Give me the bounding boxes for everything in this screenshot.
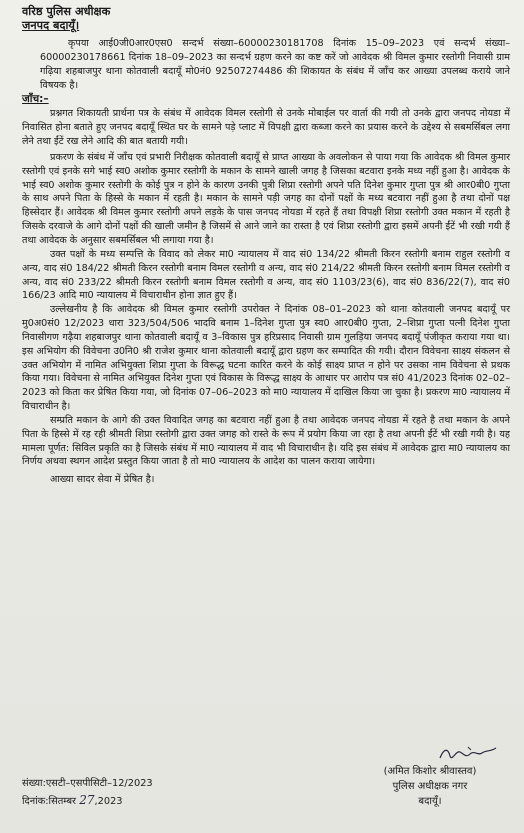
signature-icon [438,744,498,764]
dispatch-date [22,792,153,810]
letter-footer [22,750,510,830]
handwritten-day: 27 [79,793,95,807]
reference-paragraph: कृपया आई0जी0आर0एस0 सन्दर्भ संख्या–60000230181708 दिनांक 15–09–2023 एवं सन्दर्भ संख्या–60000230178661 दिनांक 18–09–2023 का सन्दर्भ ग्रहण करने का कष्ट करें जो आवेदक श्री विमल कुमार रस्तोगी निवासी ग्राम गढ़िया शहबाजपुर थाना कोतवाली बदायूँ मो0नं0 92507274486 की शिकायत के संबंध में जाँच कर आख्या उपलब्ध कराये जाने विषयक है। [40,38,510,91]
officer-name: (अमित किशोर श्रीवास्तव) [383,766,477,777]
inquiry-heading: जाँच:– [22,93,49,106]
dispatch-block [22,776,153,810]
addressee [22,5,510,33]
body-paragraph-2: प्रकरण के संबंध में जाँच एवं प्रभारी निरीक्षक कोतवाली बदायूँ से प्राप्त आख्या के अवलोकन से पाया गया कि आवेदक श्री विमल कुमार रस्तोगी एवं इनके सगे भाई स्व0 अशोक कुमार रस्तोगी के मकान के सामने खाली जगह है जिसका बटवारा इनके मध्य नहीं हुआ है। आवेदक के भाई स्व0 अशोक कुमार रस्तोगी के कोई पुत्र न होने के कारण उनकी पुत्री शिप्रा रस्तोगी अपने पति दिनेश कुमार गुप्ता पुत्र श्री आर0बी0 गुप्ता के साथ अपने पिता के हिस्से के मकान में रहती है। मकान के सामने पड़ी जगह का दोनों पक्षों के मध्य बटवारा नहीं हुआ है तथा दोनों पक्ष हिस्सेदार हैं। आवेदक श्री विमल कुमार रस्तोगी अपने लड़के के पास जनपद नोयडा में रहते हैं तथा विपक्षी शिप्रा रस्तोगी उक्त मकान में रहती है जिसके दरवाजे के आगे दोनों पक्षों की खाली जमीन है जिसमें से आने जाने का रास्ता है एवं शिप्रा रस्तोगी द्वारा इसमें अपनी ईंटें भी रखी गयी हैं तथा आवेदक के अनुसार सबमर्सिबल भी लगाया गया है। [22,151,510,246]
reference-number: संख्या:एसटी–एसपीसिटी–12/2023 [22,778,153,789]
closing-line: आख्या सादर सेवा में प्रेषित है। [50,474,155,486]
officer-place: बदायूँ। [418,796,442,807]
addressee-line-2: जनपद बदायूँ। [22,19,80,32]
body-paragraph-1: प्रश्नगत शिकायती प्रार्थना पत्र के संबंध में आवेदक विमल रस्तोगी से उनके मोबाईल पर वार्ता की गयी तो उनके द्वारा जनपद नोयडा में निवासित होना बताते हुए जनपद बदायूँ स्थित घर के सामने पड़े प्लाट में विपक्षी द्वारा कब्जा करने का प्रयास करने के उद्देश्य से सबमर्सिबल लगा लेने तथा ईंटें रख लेने आदि की बात बतायी गयी। [22,108,510,148]
body-paragraph-5: सम्प्रति मकान के आगे की उक्त विवादित जगह का बटवारा नहीं हुआ है तथा आवेदक जनपद नोयडा में रहते है तथा मकान के अपने पिता के हिस्से में रह रही श्रीमती शिप्रा रस्तोगी द्वारा उक्त जगह को रास्ते के रूप में प्रयोग किया जा रहा है तथा अपनी ईंटें भी रखी गयी है। यह मामला पूर्णत: सिविल प्रकृति का है जिसके संबंध में मा0 न्यायालय में वाद भी विचाराधीन है। यदि इस संबंध में आवेदक द्वारा मा0 न्यायालय का निर्णय अथवा स्थगन आदेश प्रस्तुत किया जाता है तो मा0 न्यायालय के आदेश का पालन कराया जायेगा। [22,414,510,468]
date-suffix: ,2023 [94,796,123,807]
addressee-line-1: वरिष्ठ पुलिस अधीक्षक [22,5,111,18]
officer-title: पुलिस अधीक्षक नगर [392,781,468,792]
body-paragraph-4: उल्लेखनीय है कि आवेदक श्री विमल कुमार रस्तोगी उपरोक्त ने दिनांक 08–01–2023 को थाना कोतवाली जनपद बदायूँ पर मु0अ0सं0 12/2023 धारा 323/504/506 भादवि बनाम 1–दिनेश गुप्ता पुत्र स्व0 आर0बी0 गुप्ता, 2–शिप्रा गुप्ता पत्नी दिनेश गुप्ता निवासीगण गढ़ैया शहबाजपुर थाना कोतवाली बदायूँ व 3–विकास पुत्र हरिप्रसाद निवासी ग्राम गुलड़िया जनपद बदायूँ पंजीकृत कराया गया था। इस अभियोग की विवेचना उ0नि0 श्री राजेश कुमार थाना कोतवाली बदायूँ द्वारा ग्रहण कर सम्पादित की गयी। दौरान विवेचना साक्ष्य संकलन से उक्त अभियोग में नामित अभियुक्ता शिप्रा गुप्ता के विरूद्ध घटना कारित करने के कोई साक्ष्य प्राप्त न होने पर उसका नाम विवेचना से प्रथक किया गया। विवेचना से नामित अभियुक्त दिनेश गुप्ता एवं विकास के विरूद्ध साक्ष्य के आधार पर आरोप पत्र सं0 41/2023 दिनांक 02–02–2023 को किता कर प्रेषित किया गया, जो दिनांक 07–06–2023 को मा0 न्यायालय में दाखिल किया जा चुका है। प्रकरण मा0 न्यायालय में विचाराधीन है। [22,304,510,413]
body-paragraph-3: उक्त पक्षों के मध्य सम्पत्ति के विवाद को लेकर मा0 न्यायालय में वाद सं0 134/22 श्रीमती किरन रस्तोगी बनाम राहुल रस्तोगी व अन्य, वाद सं0 184/22 श्रीमती किरन रस्तोगी बनाम विमल रस्तोगी व अन्य, वाद सं0 214/22 श्रीमती किरन रस्तोगी बनाम विमल रस्तोगी व अन्य, वाद सं0 233/22 श्रीमती किरन रस्तोगी बनाम विमल रस्तोगी व अन्य, वाद सं0 1103/23(6), वाद सं0 836/22(7), वाद सं0 166/23 आदि मा0 न्यायालय में विचाराधीन होना ज्ञात हुए हैं। [22,248,510,302]
date-prefix: दिनांक:सितम्बर [22,796,77,807]
signatory-block [350,764,510,809]
